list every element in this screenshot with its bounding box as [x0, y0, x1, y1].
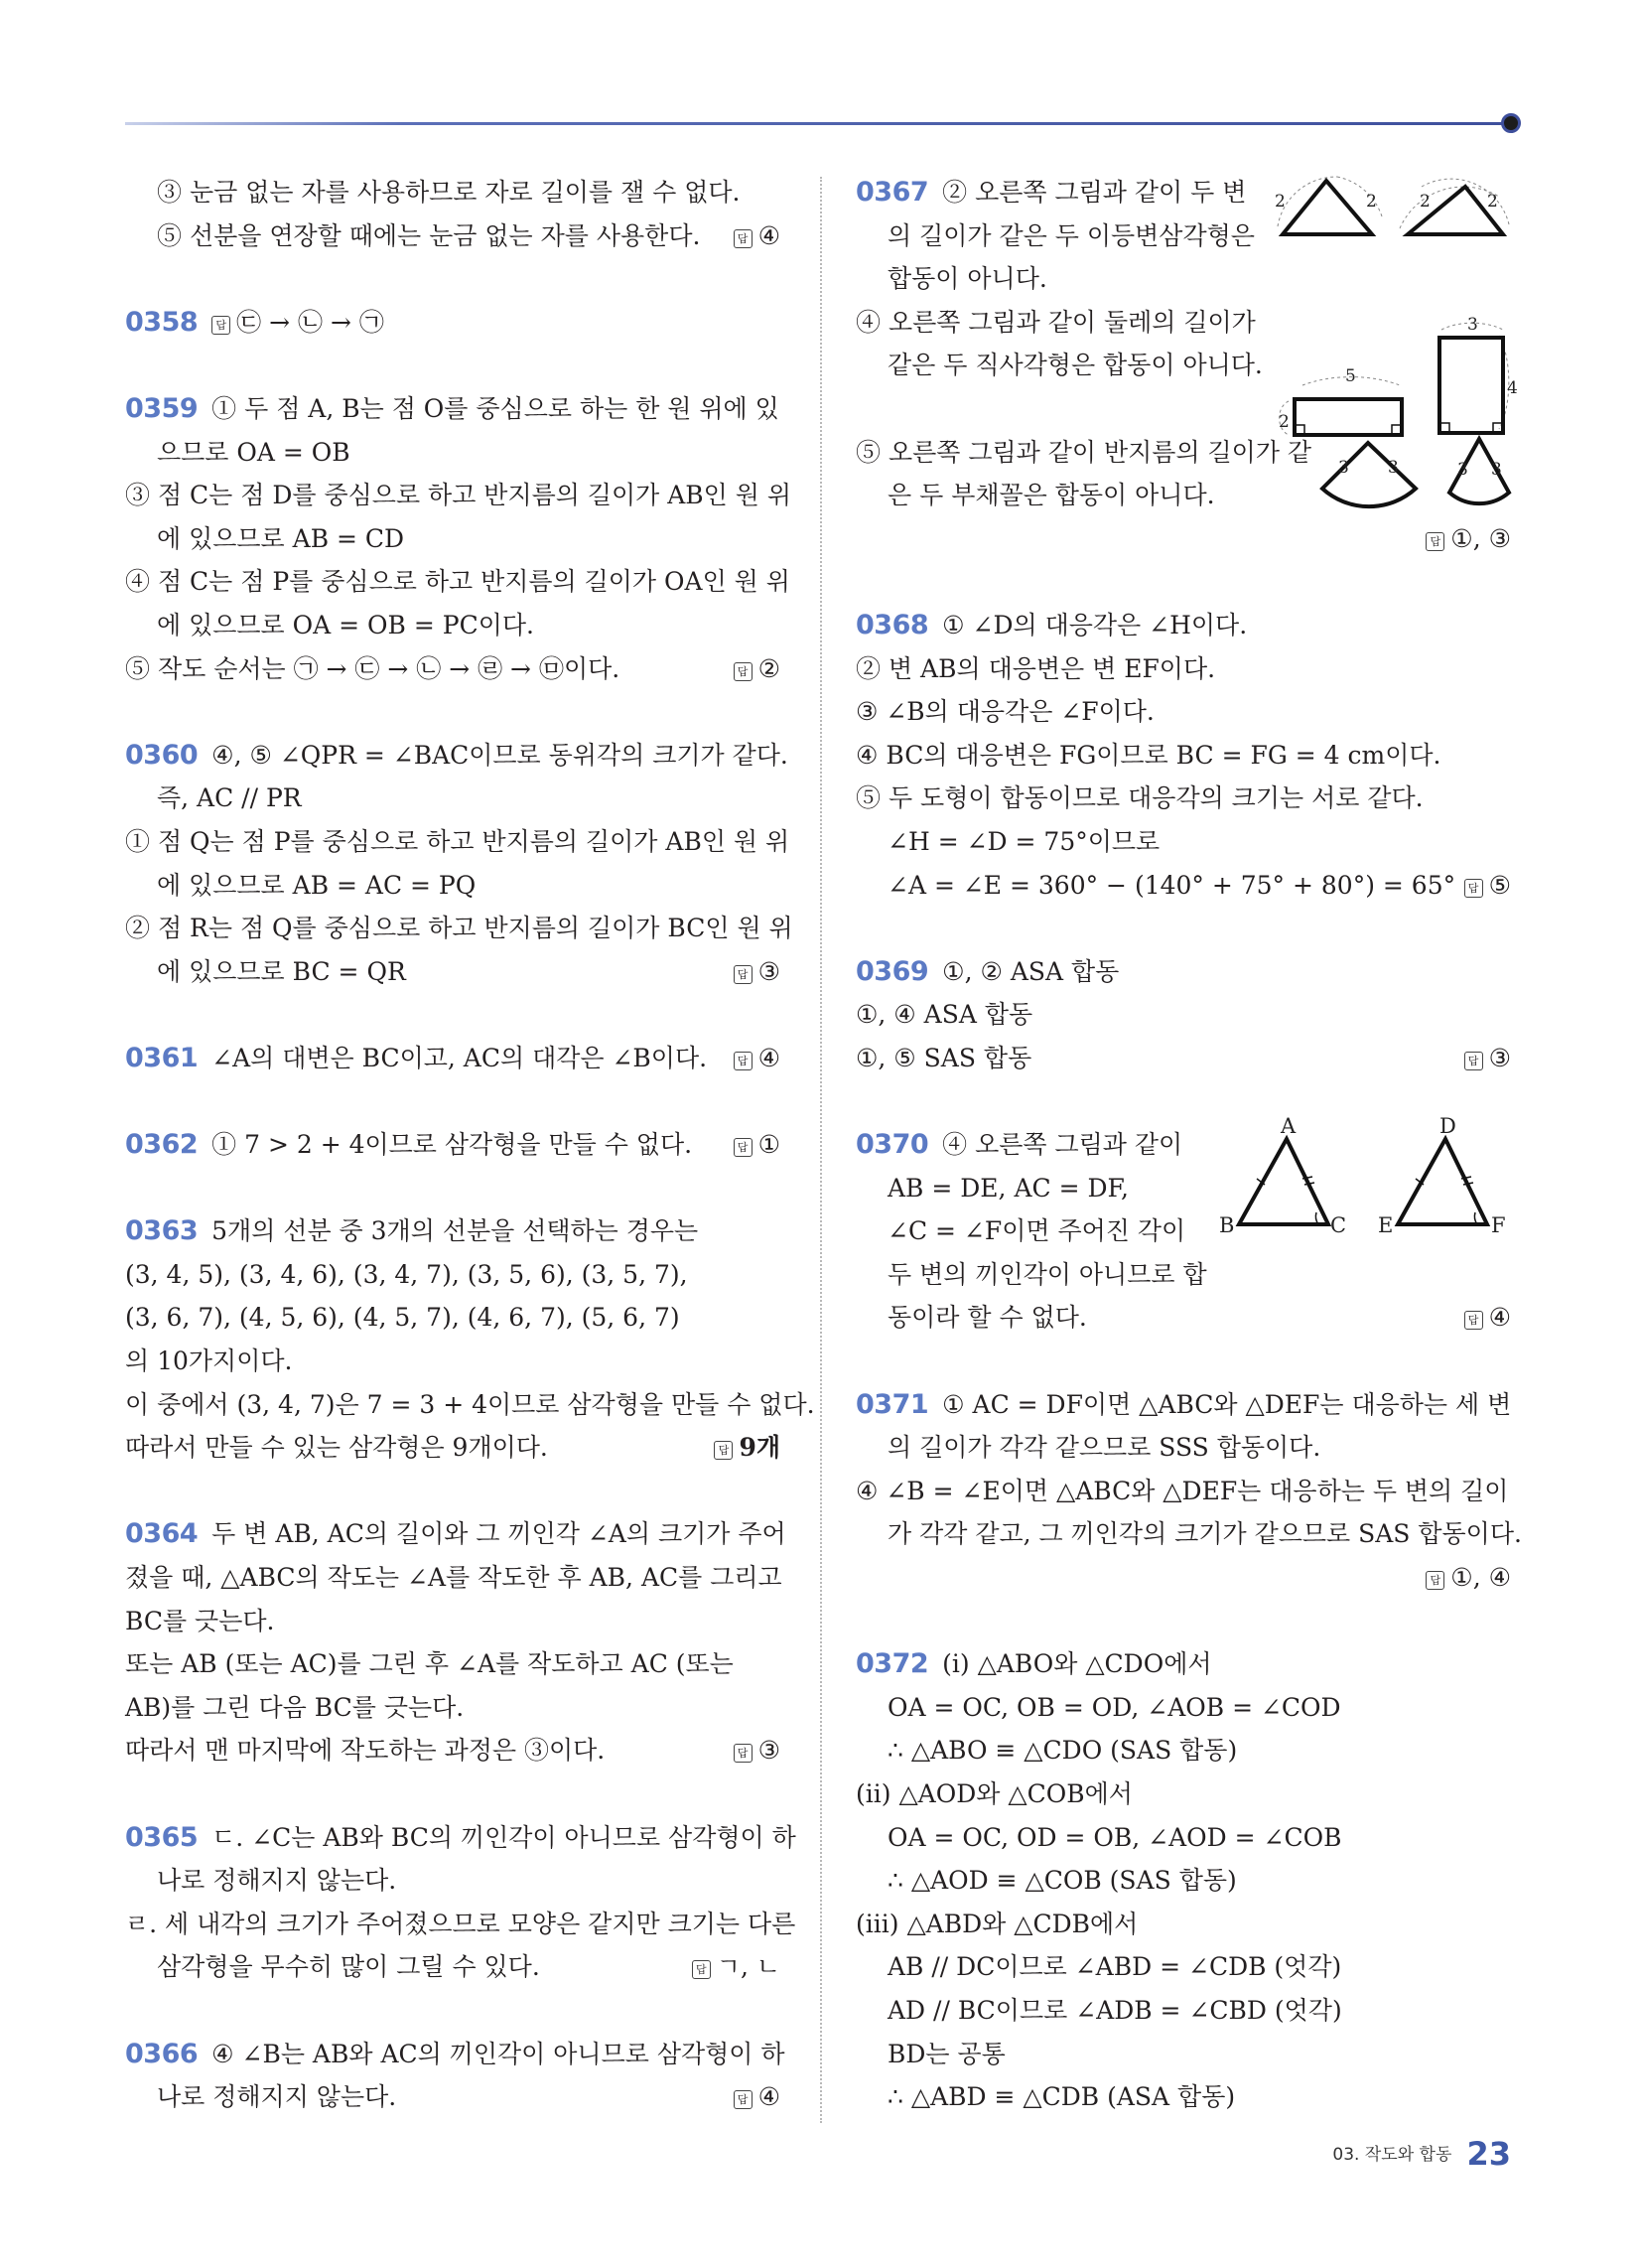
- rect-label: 5: [1345, 366, 1356, 386]
- solution-0367: [856, 171, 1518, 560]
- problem-number: 0372: [856, 1648, 929, 1680]
- tri-label: 2: [1487, 192, 1498, 212]
- answer: 답 ③: [734, 1729, 780, 1772]
- text-line: ∴ △AOD ≡ △COB (SAS 합동): [888, 1866, 1237, 1896]
- vertex-label: E: [1378, 1213, 1394, 1238]
- problem-number: 0362: [125, 1129, 199, 1161]
- text-line: 즉, AC // PR: [157, 783, 302, 813]
- text-line: ③ 점 C는 점 D를 중심으로 하고 반지름의 길이가 AB인 원 위: [125, 481, 792, 510]
- problem-number: 0359: [125, 392, 199, 424]
- text-line: 은 두 부채꼴은 합동이 아니다.: [888, 481, 1215, 510]
- header-rule: [125, 122, 1511, 125]
- text-line: 으므로 OA = OB: [157, 437, 350, 467]
- rect-label: 3: [1467, 315, 1478, 335]
- text-line: ⑤ 오른쪽 그림과 같이 반지름의 길이가 같: [856, 437, 1312, 467]
- solution-0372: [856, 1642, 1511, 2119]
- text-line: (ⅲ) △ABD와 △CDB에서: [856, 1909, 1139, 1938]
- page-footer: [1332, 2135, 1511, 2173]
- answer-mark-icon: 답: [734, 662, 753, 681]
- solution-0370: [856, 1117, 1511, 1340]
- text-line: 가 각각 같고, 그 끼인각의 크기가 같으므로 SAS 합동이다.: [888, 1519, 1522, 1549]
- text-line: 의 길이가 각각 같으므로 SSS 합동이다.: [888, 1433, 1321, 1463]
- text-line: 이 중에서 (3, 4, 7)은 7 = 3 + 4이므로 삼각형을 만들 수 없다.: [125, 1389, 815, 1419]
- problem-number: 0370: [856, 1129, 929, 1161]
- text-line: 0369 ①, ② ASA 합동: [856, 955, 1120, 987]
- solution-0359: [125, 387, 792, 690]
- solution-0362: [125, 1123, 780, 1167]
- answer: 답 ④: [1464, 1296, 1511, 1340]
- answer-mark-icon: 답: [734, 965, 753, 984]
- answer: 답 ③: [1464, 1037, 1511, 1080]
- text-line: 0371 ① AC = DF이면 △ABC와 △DEF는 대응하는 세 변: [856, 1388, 1512, 1420]
- rect-label: 4: [1507, 378, 1518, 398]
- answer-mark-icon: 답: [734, 229, 753, 248]
- problem-number: 0363: [125, 1215, 199, 1247]
- left-column: [125, 171, 815, 2119]
- text-line: AB = DE, AC = DF,: [888, 1173, 1129, 1203]
- answer: 답 ③: [734, 950, 780, 994]
- rect-label: 2: [1279, 412, 1290, 432]
- answer: 답 ②: [734, 647, 780, 691]
- text-line: 0368 ① ∠D의 대응각은 ∠H이다.: [856, 609, 1248, 640]
- text-line: ④ BC의 대응변은 FG이므로 BC = FG = 4 cm이다.: [856, 740, 1441, 770]
- text-line: ④ 오른쪽 그림과 같이 둘레의 길이가: [856, 307, 1256, 337]
- solution-0366: [125, 2033, 785, 2119]
- sector-label: 3: [1491, 460, 1502, 480]
- congruence-triangles-figure: [1213, 1117, 1511, 1246]
- answer: 답 9개: [714, 1426, 780, 1470]
- text-line: 의 길이가 같은 두 이등변삼각형은: [888, 220, 1255, 250]
- text-line: ④ ∠B = ∠E이면 △ABC와 △DEF는 대응하는 두 변의 길이: [856, 1476, 1509, 1505]
- text-line: ∴ △ABD ≡ △CDB (ASA 합동): [888, 2082, 1236, 2112]
- problem-number: 0360: [125, 739, 199, 771]
- solution-0363: [125, 1209, 815, 1470]
- text-line: 또는 AB (또는 AC)를 그린 후 ∠A를 작도하고 AC (또는: [125, 1649, 734, 1679]
- header-rule-dot: [1501, 113, 1521, 133]
- answer: 답 ①, ④: [1426, 1556, 1511, 1600]
- text-line: ㄹ. 세 내각의 크기가 주어졌으므로 모양은 같지만 크기는 다른: [125, 1909, 796, 1938]
- text-line: 0358 답 ㉢ → ㉡ → ㉠: [125, 306, 384, 338]
- text-line: 나로 정해지지 않는다.: [157, 1866, 397, 1896]
- text-line: AD // BC이므로 ∠ADB = ∠CBD (엇각): [888, 1995, 1342, 2025]
- text-line: ∠C = ∠F이면 주어진 각이: [888, 1216, 1186, 1246]
- text-line: 0359 ① 두 점 A, B는 점 O를 중심으로 하는 한 원 위에 있: [125, 392, 779, 424]
- text-line: (3, 4, 5), (3, 4, 6), (3, 4, 7), (3, 5, 6), (3, 5, 7),: [125, 1259, 688, 1289]
- text-line: ①, ⑤ SAS 합동 답 ③: [856, 1037, 1511, 1080]
- answer-mark-icon: 답: [1426, 1571, 1444, 1590]
- sectors-figure: [1312, 431, 1531, 530]
- problem-number: 0367: [856, 177, 929, 208]
- text-line: 동이라 할 수 없다. 답 ④: [856, 1296, 1511, 1340]
- solution-0360: [125, 734, 793, 994]
- text-line: [856, 1556, 1511, 1600]
- problem-number: 0365: [125, 1821, 199, 1853]
- text-line: 따라서 만들 수 있는 삼각형은 9개이다. 답 9개: [125, 1426, 780, 1470]
- sector-label: 3: [1388, 458, 1399, 478]
- text-line: 0365 ㄷ. ∠C는 AB와 BC의 끼인각이 아니므로 삼각형이 하: [125, 1821, 796, 1853]
- text-line: 의 10가지이다.: [125, 1347, 293, 1376]
- tri-label: 2: [1420, 192, 1431, 212]
- answer-mark-icon: 답: [734, 1138, 753, 1157]
- sector-label: 3: [1338, 458, 1349, 478]
- text-line: ∠A = ∠E = 360° − (140° + 75° + 80°) = 65° 답 ⑤: [856, 864, 1511, 908]
- vertex-label: B: [1219, 1213, 1235, 1238]
- text-line: 에 있으므로 AB = CD: [157, 523, 405, 553]
- text-line: ①, ④ ASA 합동: [856, 1000, 1033, 1030]
- answer: 답 ㄱ, ㄴ: [692, 1945, 780, 1989]
- text-line: ⑤ 선분을 연장할 때에는 눈금 없는 자를 사용한다. 답 ④: [125, 214, 780, 258]
- solution-0368: [856, 604, 1511, 907]
- answer-mark-icon: 답: [1464, 1311, 1483, 1330]
- text-line: 0361 ∠A의 대변은 BC이고, AC의 대각은 ∠B이다. 답 ④: [125, 1037, 780, 1080]
- answer: 답 ⑤: [1464, 864, 1511, 908]
- text-line: 합동이 아니다.: [888, 264, 1047, 294]
- text-line: 0366 ④ ∠B는 AB와 AC의 끼인각이 아니므로 삼각형이 하: [125, 2038, 785, 2069]
- text-line: 삼각형을 무수히 많이 그릴 수 있다. 답 ㄱ, ㄴ: [125, 1945, 780, 1989]
- text-line: BD는 공통: [888, 2039, 1006, 2068]
- problem-number: 0361: [125, 1042, 199, 1073]
- rectangles-figure: [1273, 308, 1521, 447]
- solution-0361: [125, 1037, 780, 1080]
- text-line: BC를 긋는다.: [125, 1606, 275, 1635]
- text-line: ③ 눈금 없는 자를 사용하므로 자로 길이를 잴 수 없다.: [157, 178, 741, 207]
- text-line: 0370 ④ 오른쪽 그림과 같이: [856, 1129, 1183, 1161]
- solution-0371: [856, 1383, 1522, 1600]
- answer: 답 ④: [734, 214, 780, 258]
- text-line: AB)를 그린 다음 BC를 긋는다.: [125, 1692, 465, 1722]
- answer-mark-icon: 답: [1426, 532, 1444, 551]
- column-divider: [820, 177, 822, 2123]
- vertex-label: C: [1330, 1213, 1347, 1238]
- isosceles-triangles-figure: [1263, 167, 1511, 246]
- vertex-label: A: [1281, 1117, 1297, 1139]
- solution-0369: [856, 950, 1511, 1080]
- answer-mark-icon: 답: [211, 316, 230, 335]
- text-line: ② 점 R는 점 Q를 중심으로 하고 반지름의 길이가 BC인 원 위: [125, 914, 793, 943]
- problem-number: 0371: [856, 1388, 929, 1420]
- problem-number: 0358: [125, 306, 199, 338]
- right-column: [856, 171, 1522, 2119]
- text-line: ⑤ 작도 순서는 ㉠ → ㉢ → ㉡ → ㉣ → ㉤이다. 답 ②: [125, 647, 780, 691]
- text-line: (3, 6, 7), (4, 5, 6), (4, 5, 7), (4, 6, 7), (5, 6, 7): [125, 1303, 680, 1333]
- text-line: 0362 ① 7 > 2 + 4이므로 삼각형을 만들 수 없다. 답 ①: [125, 1123, 780, 1167]
- text-line: (ⅱ) △AOD와 △COB에서: [856, 1778, 1133, 1808]
- chapter-title: 03. 작도와 합동: [1332, 2145, 1452, 2165]
- answer: 답 ④: [734, 2075, 780, 2119]
- text-line: 에 있으므로 OA = OB = PC이다.: [157, 610, 534, 639]
- text-line: 따라서 맨 마지막에 작도하는 과정은 ③이다. 답 ③: [125, 1729, 780, 1772]
- text-line: 에 있으므로 AB = AC = PQ: [157, 870, 477, 900]
- tri-label: 2: [1366, 192, 1377, 212]
- text-line: 0363 5개의 선분 중 3개의 선분을 선택하는 경우는: [125, 1215, 699, 1247]
- solution-0364: [125, 1512, 786, 1772]
- vertex-label: D: [1439, 1117, 1456, 1139]
- text-line: ∠H = ∠D = 75°이므로: [888, 826, 1161, 856]
- answer-mark-icon: 답: [1464, 879, 1483, 898]
- text-line: OA = OC, OD = OB, ∠AOD = ∠COB: [888, 1822, 1342, 1852]
- answer: 답 ①, ③: [1426, 517, 1511, 561]
- sector-label: 3: [1457, 460, 1468, 480]
- page-number: 23: [1466, 2135, 1511, 2173]
- text-line: AB // DC이므로 ∠ABD = ∠CDB (엇각): [888, 1952, 1342, 1982]
- answer: 답 ①: [734, 1123, 780, 1167]
- solution-0365: [125, 1816, 796, 1989]
- problem-number: 0364: [125, 1518, 199, 1550]
- text-line: 0372 (ⅰ) △ABO와 △CDO에서: [856, 1648, 1212, 1680]
- text-line: 0360 ④, ⑤ ∠QPR = ∠BAC이므로 동위각의 크기가 같다.: [125, 739, 788, 771]
- text-line: 0364 두 변 AB, AC의 길이와 그 끼인각 ∠A의 크기가 주어: [125, 1518, 786, 1550]
- solution-0358: [125, 301, 780, 345]
- answer-mark-icon: 답: [734, 2090, 753, 2109]
- tri-label: 2: [1275, 192, 1286, 212]
- text-line: 졌을 때, △ABC의 작도는 ∠A를 작도한 후 AB, AC를 그리고: [125, 1563, 782, 1592]
- answer-mark-icon: 답: [692, 1960, 711, 1979]
- text-line: ① 점 Q는 점 P를 중심으로 하고 반지름의 길이가 AB인 원 위: [125, 826, 790, 856]
- text-line: ∴ △ABO ≡ △CDO (SAS 합동): [888, 1736, 1238, 1766]
- answer-mark-icon: 답: [734, 1744, 753, 1763]
- answer-mark-icon: 답: [1464, 1052, 1483, 1070]
- text-line: ④ 점 C는 점 P를 중심으로 하고 반지름의 길이가 OA인 원 위: [125, 567, 790, 597]
- text-line: 같은 두 직사각형은 합동이 아니다.: [888, 351, 1263, 380]
- text-line: OA = OC, OB = OD, ∠AOB = ∠COD: [888, 1692, 1341, 1722]
- text-line: 0367 ② 오른쪽 그림과 같이 두 변: [856, 177, 1247, 208]
- text-line: ② 변 AB의 대응변은 변 EF이다.: [856, 653, 1216, 683]
- answer: 답 ④: [734, 1037, 780, 1080]
- answer-mark-icon: 답: [714, 1441, 733, 1460]
- text-line: 나로 정해지지 않는다. 답 ④: [125, 2075, 780, 2119]
- solution-0357-tail: [125, 171, 780, 257]
- text-line: ⑤ 두 도형이 합동이므로 대응각의 크기는 서로 같다.: [856, 783, 1424, 813]
- problem-number: 0368: [856, 609, 929, 640]
- text-line: ③ ∠B의 대응각은 ∠F이다.: [856, 697, 1155, 727]
- answer-mark-icon: 답: [734, 1052, 753, 1070]
- vertex-label: F: [1491, 1213, 1506, 1238]
- text-line: 두 변의 끼인각이 아니므로 합: [888, 1259, 1207, 1289]
- problem-number: 0366: [125, 2038, 199, 2069]
- problem-number: 0369: [856, 955, 929, 987]
- text-line: 에 있으므로 BC = QR 답 ③: [125, 950, 780, 994]
